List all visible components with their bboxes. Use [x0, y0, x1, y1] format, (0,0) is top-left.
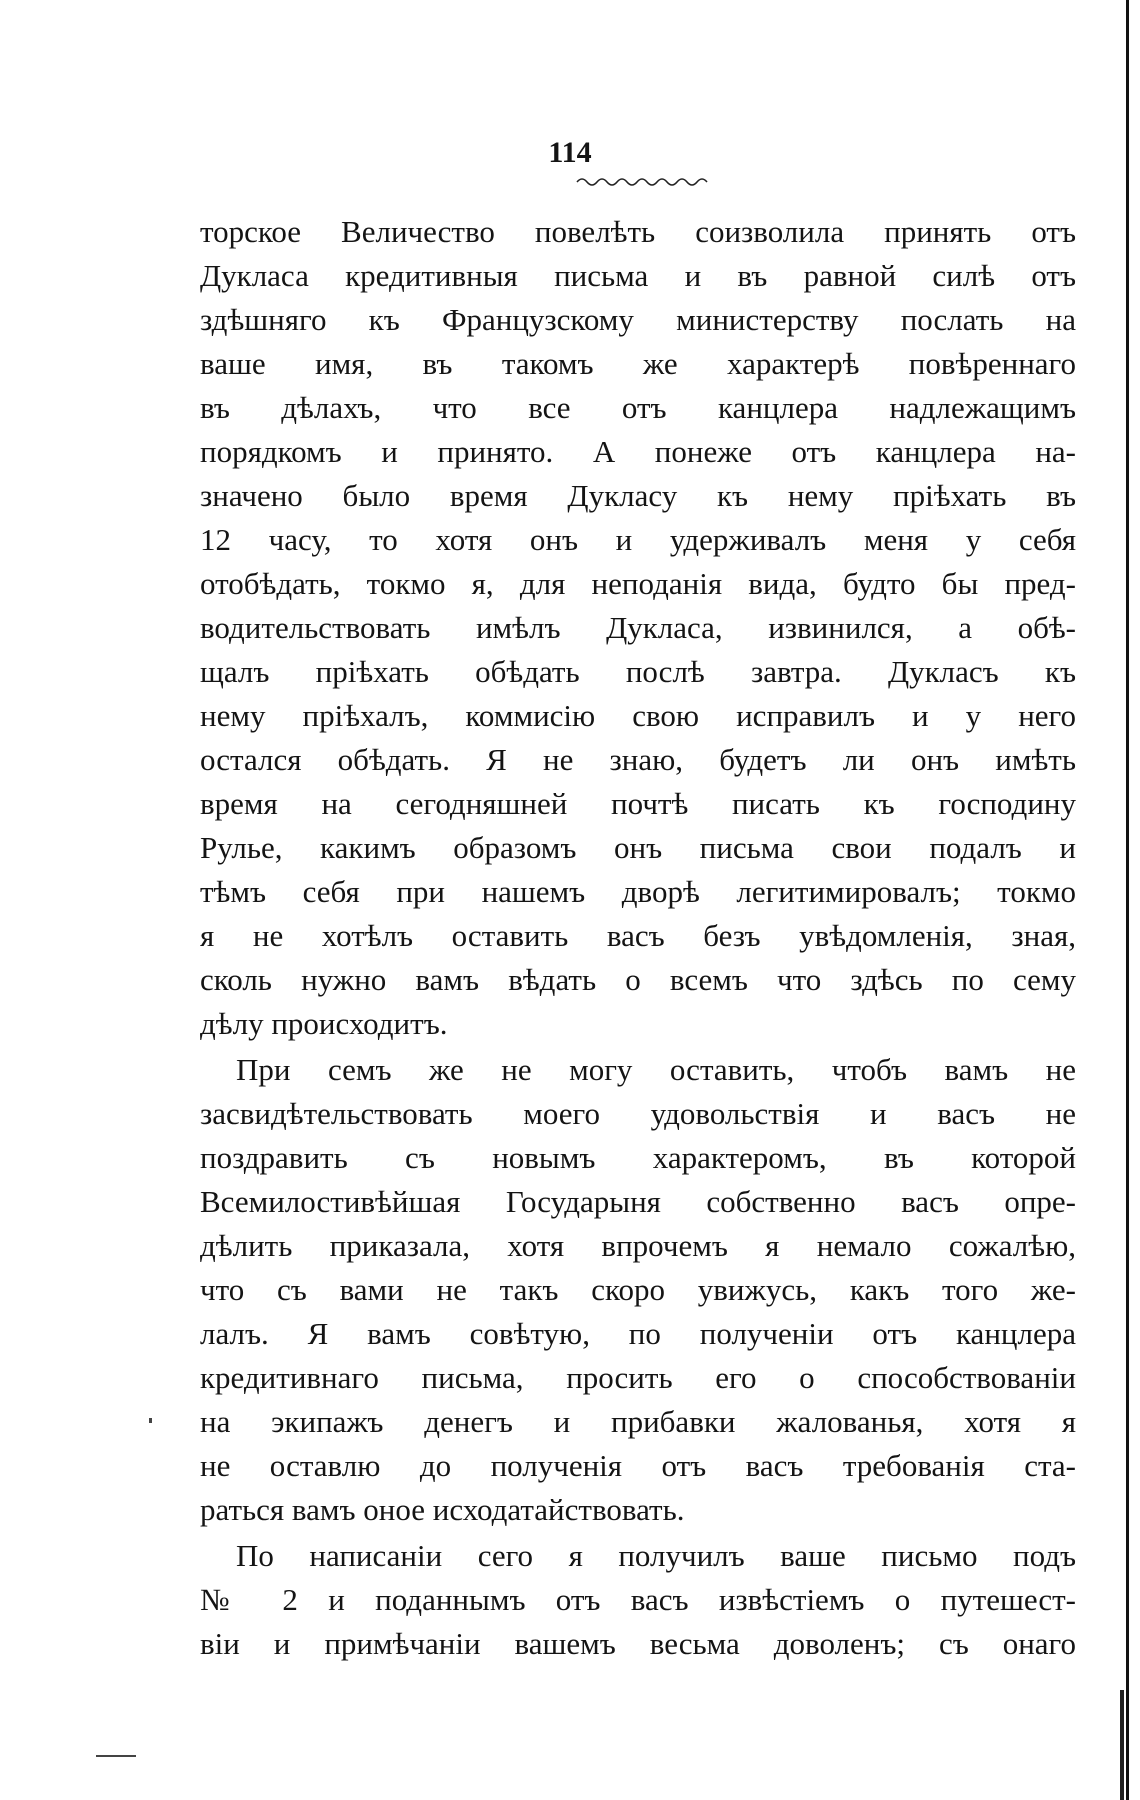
text-line: тѣмъ себя при нашемъ дворѣ легитимировалъ; токмо [200, 874, 1076, 909]
text-line: По написаніи сего я получилъ ваше письмо подъ [236, 1538, 1076, 1573]
text-line: въ дѣлахъ, что все отъ канцлера надлежащимъ [200, 390, 1076, 425]
text-line: Дукласа кредитивныя письма и въ равной силѣ отъ [200, 258, 1076, 293]
text-line: дѣлу происходитъ. [200, 1006, 448, 1041]
text-line: 12 часу, то хотя онъ и удерживалъ меня у себя [200, 522, 1076, 557]
text-line: Всемилостивѣйшая Государыня собственно васъ опре- [200, 1184, 1076, 1219]
text-line: время на сегодняшней почтѣ писать къ господину [200, 786, 1076, 821]
text-line: віи и примѣчаніи вашемъ весьма доволенъ; съ онаго [200, 1626, 1076, 1661]
text-line: здѣшняго къ Французскому министерству послать на [200, 302, 1076, 337]
text-line: значено было время Дукласу къ нему пріѣхать въ [200, 478, 1076, 513]
text-line: щалъ пріѣхать обѣдать послѣ завтра. Дукласъ къ [200, 654, 1076, 689]
text-line: При семъ же не могу оставить, чтобъ вамъ не [236, 1052, 1076, 1087]
text-line: лалъ. Я вамъ совѣтую, по полученіи отъ канцлера [200, 1316, 1076, 1351]
text-line: отобѣдать, токмо я, для неподанія вида, будто бы пред- [200, 566, 1076, 601]
text-line: сколь нужно вамъ вѣдать о всемъ что здѣсь по сему [200, 962, 1076, 997]
text-line: нему пріѣхалъ, коммисію свою исправилъ и у него [200, 698, 1076, 733]
text-line: № 2 и поданнымъ отъ васъ извѣстіемъ о путешест- [200, 1582, 1076, 1617]
text-line: торское Величество повелѣть соизволила принять отъ [200, 214, 1076, 249]
text-line: Рулье, какимъ образомъ онъ письма свои подалъ и [200, 830, 1076, 865]
text-line: кредитивнаго письма, просить его о способствованіи [200, 1360, 1076, 1395]
text-line: порядкомъ и принято. А понеже отъ канцлера на- [200, 434, 1076, 469]
text-line: дѣлить приказала, хотя впрочемъ я немало сожалѣю, [200, 1228, 1076, 1263]
text-line: ваше имя, въ такомъ же характерѣ повѣреннаго [200, 346, 1076, 381]
text-line: что съ вами не такъ скоро увижусь, какъ того же- [200, 1272, 1076, 1307]
text-line: на экипажъ денегъ и прибавки жалованья, хотя я [200, 1404, 1076, 1439]
text-line: раться вамъ оное исходатайствовать. [200, 1492, 685, 1527]
text-line: я не хотѣлъ оставить васъ безъ увѣдомленія, зная, [200, 918, 1076, 953]
page-edge-mark [1120, 1690, 1124, 1800]
margin-dot [149, 1418, 152, 1423]
page-number: 114 [548, 136, 592, 169]
text-line: водительствовать имѣлъ Дукласа, извинился, а обѣ- [200, 610, 1076, 645]
text-line: остался обѣдать. Я не знаю, будетъ ли онъ имѣть [200, 742, 1076, 777]
text-line: поздравить съ новымъ характеромъ, въ которой [200, 1140, 1076, 1175]
text-line: не оставлю до полученія отъ васъ требованія ста- [200, 1448, 1076, 1483]
text-line: засвидѣтельствовать моего удовольствія и васъ не [200, 1096, 1076, 1131]
margin-dash [96, 1755, 136, 1757]
wavy-rule-ornament [575, 176, 715, 188]
page-edge-shadow [1126, 0, 1129, 1800]
